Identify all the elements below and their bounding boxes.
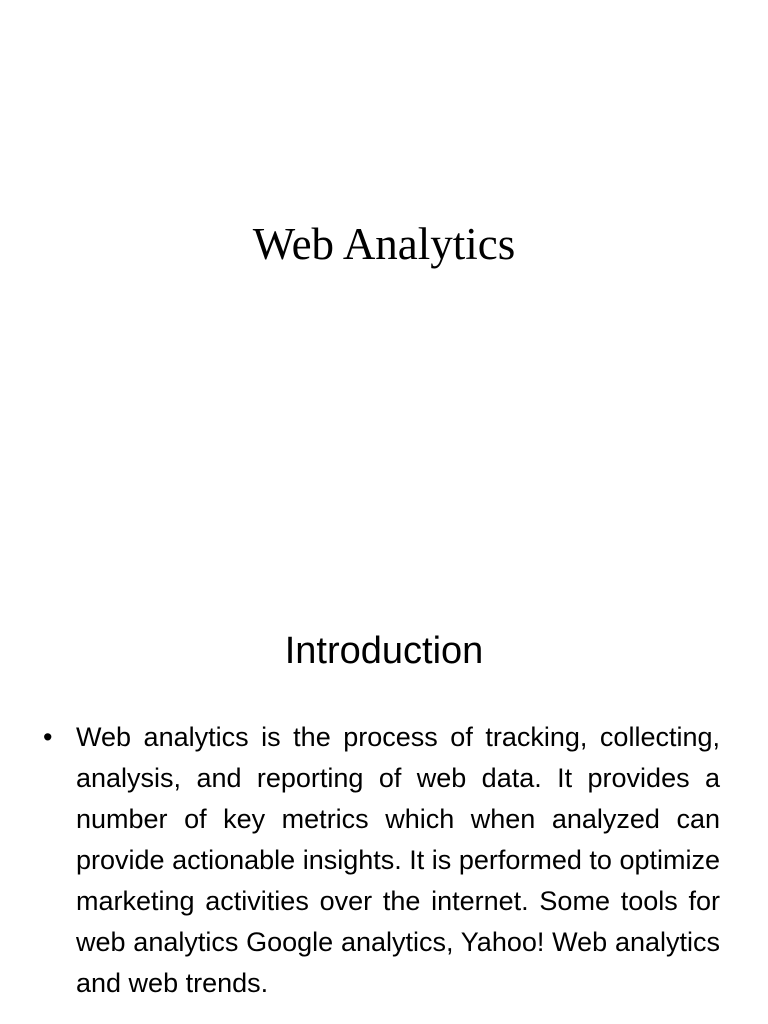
bullet-item	[43, 717, 720, 1004]
bullet-text: Web analytics is the process of tracking, collecting, analysis, and reporting of web data. It provides a number of key metrics which when analyzed can provide actionable insights. It is performed to optimize marketing activities over the internet. Some tools for web analytics Google analytics, Yahoo! Web analytics and web trends.	[76, 722, 720, 998]
presentation-title: Web Analytics	[252, 219, 516, 269]
slide-heading: Introduction	[284, 630, 484, 672]
bullet-icon: •	[43, 722, 53, 752]
introduction-slide	[0, 576, 768, 1024]
bullet-list	[0, 717, 768, 1004]
